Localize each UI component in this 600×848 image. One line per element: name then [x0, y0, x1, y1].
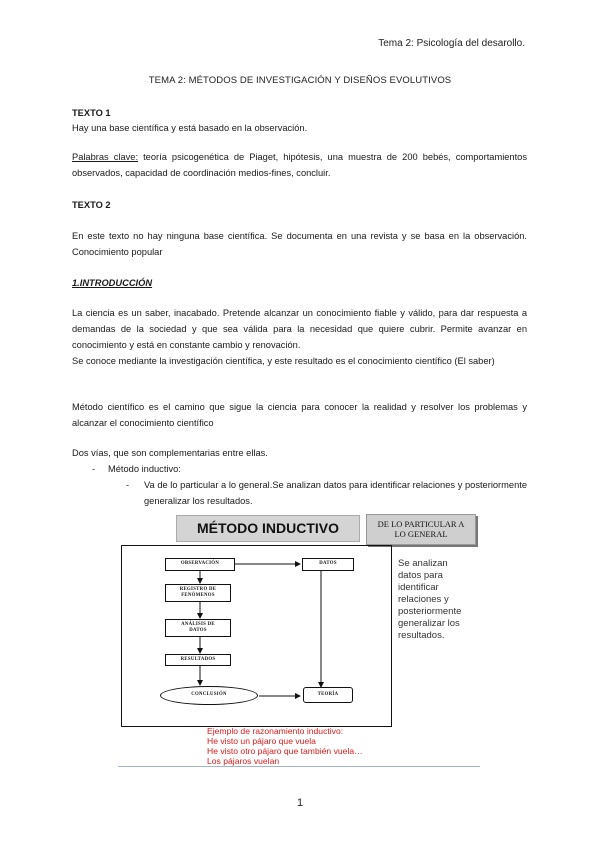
box-teoria — [303, 687, 353, 703]
section-divider — [118, 766, 480, 767]
texto1-keywords — [72, 149, 527, 181]
box-datos — [302, 558, 354, 571]
box-observacion-label: OBSERVACIÓN — [180, 561, 220, 566]
intro-paragraph-1: La ciencia es un saber, inacabado. Pretende alcanzar un conocimiento fiable y válido, para dar respuesta a demandas de la sociedad y que sea válida para la necesidad que quiere cubrir. Permite avanzar en conocimiento y está en constante cambio y renovación. — [72, 308, 527, 350]
example-line-4: Los pájaros vuelan — [207, 756, 280, 766]
document-title: TEMA 2: MÉTODOS DE INVESTIGACIÓN Y DISEÑOS EVOLUTIVOS — [148, 75, 452, 86]
texto1-heading: TEXTO 1 — [72, 108, 111, 118]
box-resultados — [165, 654, 231, 666]
box-analisis — [165, 619, 231, 637]
example-line-3: He visto otro pájaro que también vuela… — [207, 746, 363, 756]
keywords-label: Palabras clave: — [72, 152, 139, 162]
bullet-metodo-inductivo: Método inductivo: — [108, 464, 181, 474]
box-registro-label: REGISTRO DE FENÓMENOS — [179, 587, 217, 598]
sub-bullet-dash: - — [126, 480, 130, 490]
box-analisis-label: ANÁLISIS DE DATOS — [181, 622, 215, 633]
box-observacion — [165, 558, 235, 571]
sub-bullet-text: Va de lo particular a lo general.Se analizan datos para identificar relaciones y posteriormente generalizar los resultados. — [144, 480, 527, 506]
page-number: 1 — [296, 797, 304, 809]
intro-paragraph-4: Dos vías, que son complementarias entre ellas. — [72, 448, 268, 458]
box-registro — [165, 584, 231, 602]
diagram-tag-box — [366, 514, 476, 545]
box-teoria-label: TEORÍA — [317, 692, 339, 697]
box-datos-label: DATOS — [319, 561, 337, 566]
texto1-line: Hay una base científica y está basado en la observación. — [72, 123, 308, 133]
intro-paragraph-2: Se conoce mediante la investigación científica, y este resultado es el conocimiento científico (El saber) — [72, 356, 495, 366]
section-heading: 1.INTRODUCCIÓN — [72, 278, 153, 288]
diagram-title: MÉTODO INDUCTIVO — [196, 520, 340, 536]
box-resultados-label: RESULTADOS — [180, 657, 216, 662]
diagram-title-box — [176, 515, 360, 542]
box-conclusion-label: CONCLUSIÓN — [191, 692, 227, 697]
intro-paragraph-3: Método científico es el camino que sigue la ciencia para conocer la realidad y resolver los problemas y alcanzar el conocimiento científico — [72, 402, 527, 428]
bullet-dash: - — [92, 464, 96, 474]
keywords-text: teoría psicogenética de Piaget, hipótesis, una muestra de 200 bebés, comportamientos observados, capacidad de coordinación medios-fines, concluir. — [72, 152, 527, 178]
texto2-paragraph: En este texto no hay ninguna base científica. Se documenta en una revista y se basa en la observación. Conocimiento popular — [72, 231, 527, 257]
diagram-tag: DE LO PARTICULAR A LO GENERAL — [377, 519, 465, 539]
texto2-heading: TEXTO 2 — [72, 200, 111, 210]
box-conclusion — [160, 686, 258, 705]
diagram-side-note: Se analizan datos para identificar relaciones y posteriormente generalizar los resultados. — [398, 558, 462, 641]
running-header: Tema 2: Psicología del desarollo. — [378, 38, 525, 49]
example-line-1: Ejemplo de razonamiento inductivo: — [207, 726, 344, 736]
example-line-2: He visto un pájaro que vuela — [207, 736, 316, 746]
